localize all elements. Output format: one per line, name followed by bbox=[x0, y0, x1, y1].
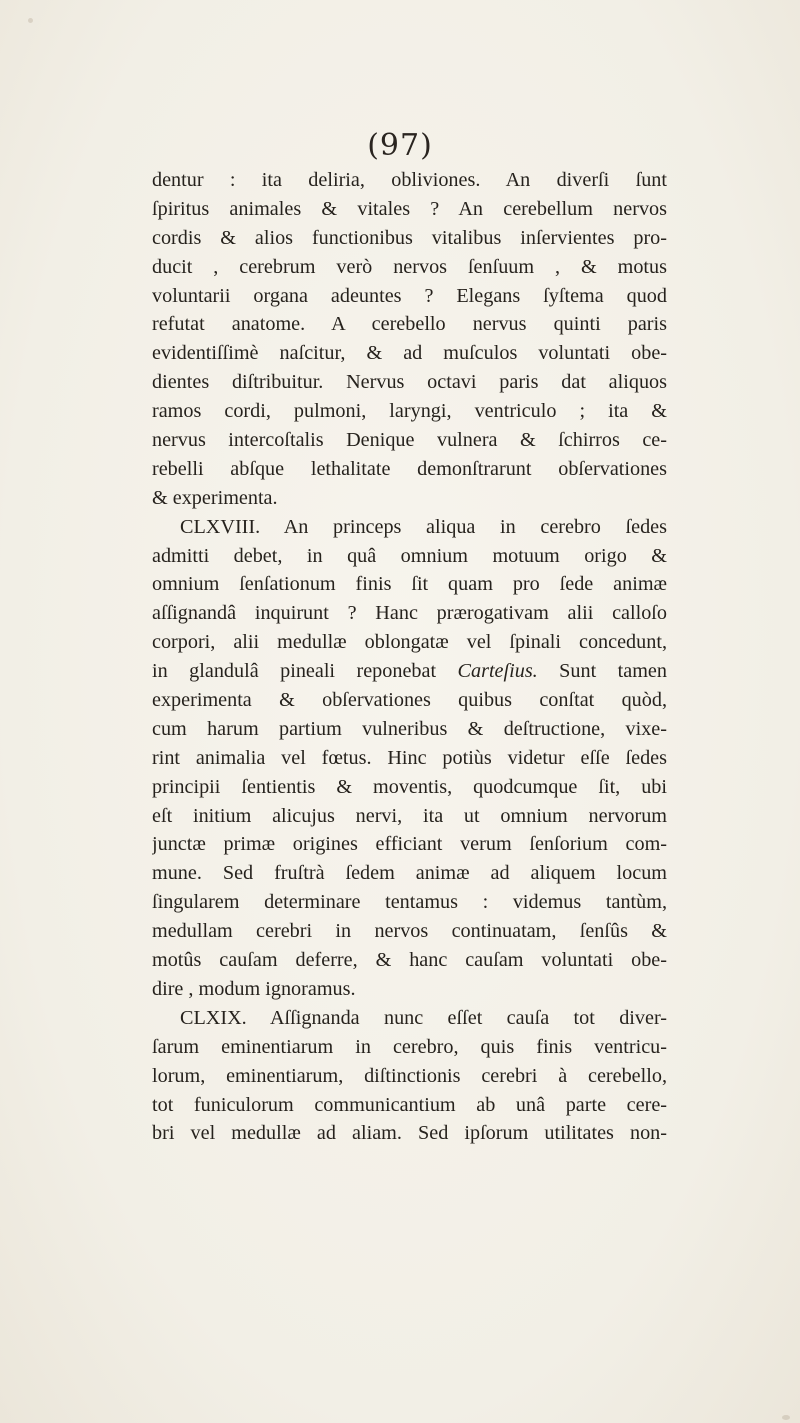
text-line: aſſignandâ inquirunt ? Hanc prærogativam alii calloſo bbox=[152, 602, 667, 625]
text-line: ſingularem determinare tentamus : videmus tantùm, bbox=[152, 891, 667, 914]
text-line: tot funiculorum communicantium ab unâ parte cere- bbox=[152, 1093, 667, 1116]
text-line: dentur : ita deliria, obliviones. An diverſi ſunt bbox=[152, 169, 667, 191]
page-number: (97) bbox=[367, 128, 433, 163]
text-line-with-italic bbox=[152, 657, 667, 686]
text-line: ducit , cerebrum verò nervos ſenſuum , & motus bbox=[152, 255, 667, 278]
text-line: bri vel medullæ ad aliam. Sed ipſorum utilitates non- bbox=[152, 1122, 667, 1145]
author-name-cartesius: Carteſius. bbox=[457, 660, 538, 683]
text-line: ſpiritus animales & vitales ? An cerebellum nervos bbox=[152, 197, 667, 220]
text-line: admitti debet, in quâ omnium motuum origo & bbox=[152, 544, 667, 567]
text-line: eſt initium alicujus nervi, ita ut omnium nervorum bbox=[152, 804, 667, 827]
text-line: mune. Sed fruſtrà ſedem animæ ad aliquem locum bbox=[152, 862, 667, 885]
text-line: & experimenta. bbox=[152, 486, 278, 509]
text-line: lorum, eminentiarum, diſtinctionis cerebri à cerebello, bbox=[152, 1064, 667, 1087]
text-line: CLXIX. Aſſignanda nunc eſſet cauſa tot diver- bbox=[180, 1006, 667, 1029]
text-line: nervus intercoſtalis Denique vulnera & ſchirros ce- bbox=[152, 429, 667, 452]
text-line: CLXVIII. An princeps aliqua in cerebro ſedes bbox=[180, 515, 667, 538]
text-line: ſarum eminentiarum in cerebro, quis finis ventricu- bbox=[152, 1035, 667, 1058]
text-line: junctæ primæ origines efficiant verum ſenſorium com- bbox=[152, 833, 667, 856]
text-line: dire , modum ignoramus. bbox=[152, 977, 356, 1000]
text-line: dientes diſtribuitur. Nervus octavi paris dat aliquos bbox=[152, 371, 667, 394]
text-line: cordis & alios functionibus vitalibus inſervientes pro- bbox=[152, 226, 667, 249]
text-line: rint animalia vel fœtus. Hinc potiùs videtur eſſe ſedes bbox=[152, 746, 667, 769]
text-line: experimenta & obſervationes quibus conſtat quòd, bbox=[152, 689, 667, 712]
text-line: ramos cordi, pulmoni, laryngi, ventriculo ; ita & bbox=[152, 400, 667, 423]
text-line: rebelli abſque lethalitate demonſtrarunt obſervationes bbox=[152, 457, 667, 480]
text-line: evidentiſſimè naſcitur, & ad muſculos voluntati obe- bbox=[152, 342, 667, 365]
line-suffix: Sunt tamen bbox=[537, 660, 667, 683]
text-line: motûs cauſam deferre, & hanc cauſam voluntati obe- bbox=[152, 949, 667, 972]
paper-spot bbox=[782, 1415, 790, 1420]
text-line: voluntarii organa adeuntes ? Elegans ſyſtema quod bbox=[152, 284, 667, 307]
text-line: omnium ſenſationum finis ſit quam pro ſede animæ bbox=[152, 573, 667, 596]
text-line: cum harum partium vulneribus & deſtructione, vixe- bbox=[152, 717, 667, 740]
text-line: principii ſentientis & moventis, quodcumque ſit, ubi bbox=[152, 775, 667, 798]
body-text bbox=[152, 166, 667, 1148]
paper-spot bbox=[28, 18, 33, 23]
text-line: medullam cerebri in nervos continuatam, ſenſûs & bbox=[152, 920, 667, 943]
text-line: refutat anatome. A cerebello nervus quinti paris bbox=[152, 313, 667, 336]
text-line: corpori, alii medullæ oblongatæ vel ſpinali concedunt, bbox=[152, 631, 667, 654]
line-prefix: in glandulâ pineali reponebat bbox=[152, 660, 458, 683]
